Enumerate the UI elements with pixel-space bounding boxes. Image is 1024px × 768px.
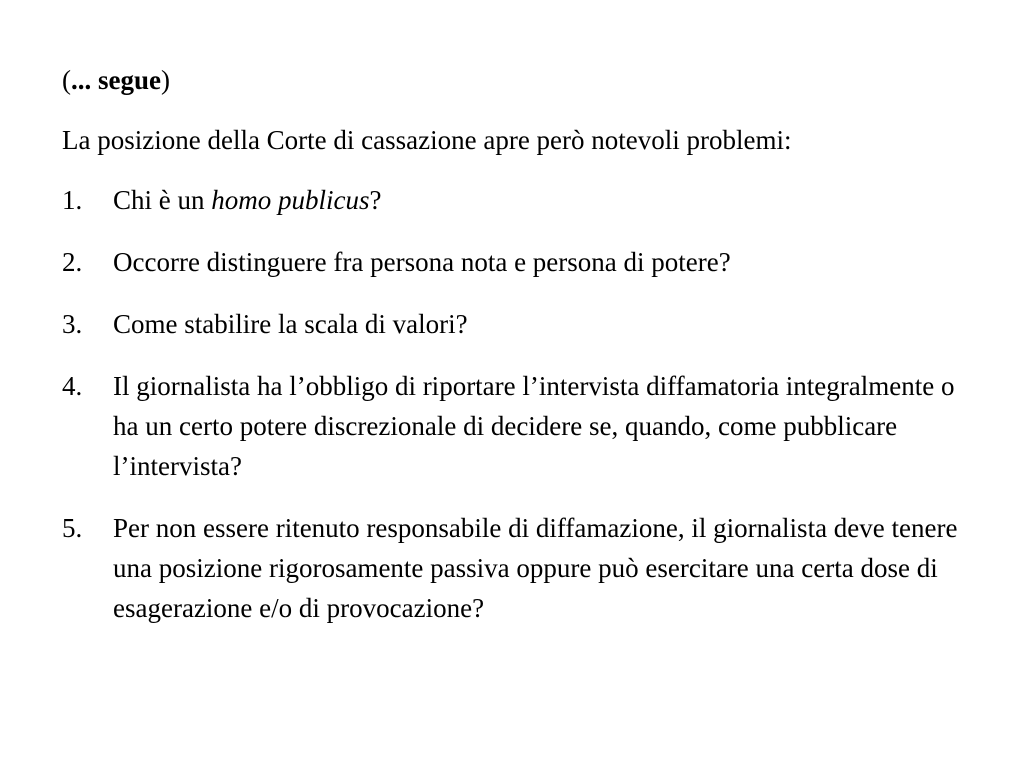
question-number: 3.: [62, 309, 83, 339]
questions-list: [62, 180, 984, 628]
question-text-after: ?: [369, 185, 382, 215]
question-text-italic: homo publicus: [211, 185, 370, 215]
continued-open-paren: (: [62, 65, 71, 95]
question-item-5: [62, 508, 984, 628]
question-item-1: [62, 180, 984, 220]
question-text: Come stabilire la scala di valori?: [113, 309, 468, 339]
continued-heading: [62, 60, 984, 100]
question-item-2: [62, 242, 984, 282]
question-number: 2.: [62, 247, 83, 277]
question-text: [113, 180, 984, 220]
intro-text: La posizione della Corte di cassazione apre però notevoli problemi:: [62, 125, 792, 155]
question-text: Per non essere ritenuto responsabile di diffamazione, il giornalista deve tenere una posizione rigorosamente passiva oppure può esercitare una certa dose di esagerazione e/o di provocazione?: [113, 513, 958, 623]
question-text-before: Chi è un: [113, 185, 212, 215]
question-text: Il giornalista ha l’obbligo di riportare l’intervista diffamatoria integralmente o ha un certo potere discrezionale di decidere se, quando, come pubblicare l’intervista?: [113, 371, 955, 481]
question-text: Occorre distinguere fra persona nota e persona di potere?: [113, 247, 731, 277]
continued-label: ... segue: [71, 65, 161, 95]
question-item-3: [62, 304, 984, 344]
question-number: 1.: [62, 185, 83, 215]
question-number: 4.: [62, 371, 83, 401]
question-number: 5.: [62, 513, 83, 543]
question-item-4: [62, 366, 984, 486]
continued-close-paren: ): [161, 65, 170, 95]
